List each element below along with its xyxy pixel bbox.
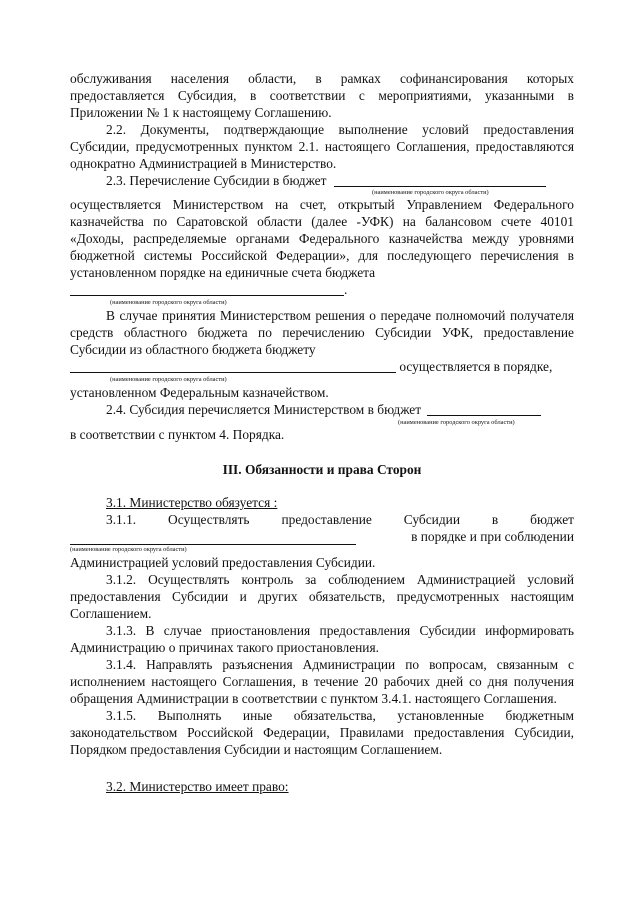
caption-district-1: (наименование городского округа области) [372,189,489,196]
subsection-3-2-title-row [70,778,574,795]
paragraph-2-3-header [70,172,574,197]
paragraph-3-1-1-line-b: в порядке и при соблюдении [411,529,574,544]
document-body [70,70,574,795]
paragraph-3-1-1-line-b-row [70,528,574,545]
paragraph-2-4-start: 2.4. Субсидия перечисляется Министерством в бюджет [106,402,422,417]
paragraph-3-1-1-line-a: 3.1.1. Осуществлять предоставление Субсидии в бюджет [106,512,574,527]
paragraph-3-1-5: 3.1.5. Выполнять иные обязательства, установленные бюджетным законодательством Российской Федерации, Правилами предоставления Субсидии, Порядком предоставления Субсидии и настоящим Соглашением. [70,708,574,757]
subsection-3-1-title: 3.1. Министерство обязуется : [106,495,278,510]
paragraph-2-4-header [70,401,574,427]
paragraph-2-3-case-end-a: осуществляется в порядке, [399,359,553,374]
subsection-3-1-title-row [70,494,574,511]
paragraph-2-3-body: осуществляется Министерством на счет, открытый Управлением Федерального казначейства по Саратовской области (далее -УФК) на балансовом счете 40101 «Доходы, распределяемые органами Федерального казначейства между уровнями бюджетной системы Российской Федерации», для последующего перечисления в установленном порядке на единичные счета бюджета [70,197,574,280]
subsection-3-2-title: 3.2. Министерство имеет право: [106,779,289,794]
blank-district-4 [427,403,541,416]
section-title: III. Обязанности и права Сторон [222,462,422,477]
caption-district-3: (наименование городского округа области) [110,376,227,383]
caption-district-5: (наименование городского округа области) [70,546,187,553]
blank-district-1 [334,174,546,187]
paragraph-3-1-1 [70,511,574,571]
paragraph-2-3-case: В случае принятия Министерством решения о передаче полномочий получателя средств областного бюджета по перечислению Субсидии УФК, предоставление Субсидии из областного бюджета бюджету [70,308,574,357]
paragraph-2-3-start: 2.3. Перечисление Субсидии в бюджет [106,173,327,188]
paragraph-2-4-end: в соответствии с пунктом 4. Порядка. [70,427,285,442]
paragraph-3-1-2: 3.1.2. Осуществлять контроль за соблюдением Администрацией условий предоставления Субсидии и других обязательств, предусмотренных настоящим Соглашением. [70,572,574,621]
paragraph-2-3-case-end-row [70,358,574,384]
blank-district-2 [70,283,344,296]
caption-district-2: (наименование городского округа области) [110,299,227,306]
paragraph-3-1-4: 3.1.4. Направлять разъяснения Администрации по вопросам, связанным с исполнением настоящего Соглашения, в течение 20 рабочих дней со дня получения обращения Администрации в соответствии с пунктом 3.4.1. настоящего Соглашения. [70,657,574,706]
paragraph-2-2: 2.2. Документы, подтверждающие выполнение условий предоставления Субсидии, предусмотренных пунктом 2.1. настоящего Соглашения, предоставляются однократно Администрацией в Министерство. [70,122,574,171]
paragraph-3-1-1-line-c: Администрацией условий предоставления Субсидии. [70,555,376,570]
caption-district-4: (наименование городского округа области) [398,419,515,426]
blank-district-5 [70,532,356,545]
paragraph-2-3-case-end-b: установленном Федеральным казначейством. [70,385,329,400]
paragraph-3-1-3: 3.1.3. В случае приостановления предоставления Субсидии информировать Администрацию о причинах такого приостановления. [70,623,574,655]
blank-district-3 [70,360,396,373]
paragraph-intro: обслуживания населения области, в рамках софинансирования которых предоставляется Субсидия, в соответствии с мероприятиями, указанными в Приложении № 1 к настоящему Соглашению. [70,71,574,120]
blank-district-2-row: . (наименование городского округа области) [70,281,574,307]
spacer [70,758,574,778]
